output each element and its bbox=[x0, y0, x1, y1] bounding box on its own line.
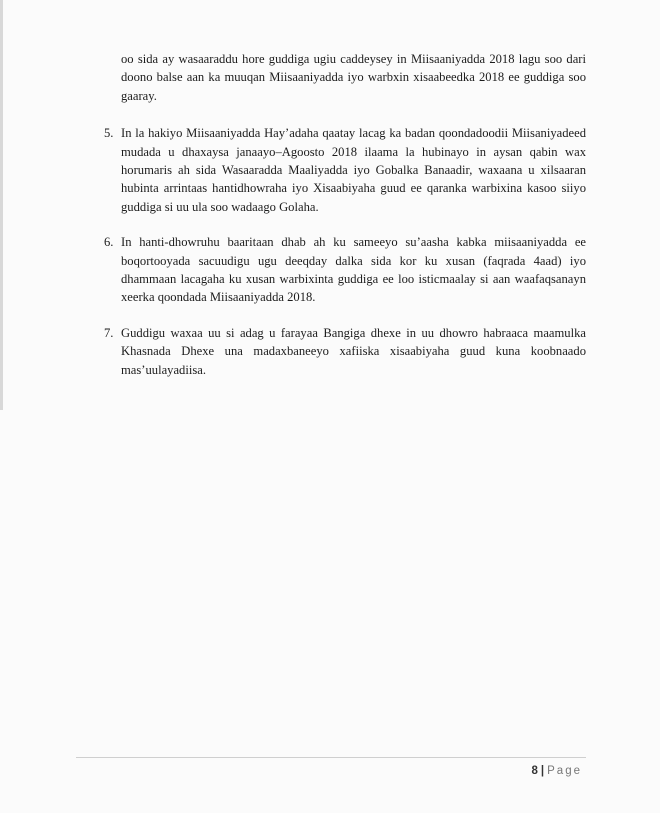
footer-divider bbox=[76, 757, 586, 758]
list-item-text: In la hakiyo Miisaaniyadda Hay’adaha qaatay lacag ka badan qoondadoodii Miisaniyadeed mudada u dhaxaysa janaayo–Agoosto 2018 ilaama la hubinayo in aysan qabin wax horumaris ah sida Wasaaradda Maaliyadda iyo Gobalka Banaadir, waxaana u xilsaaran hubinta arrintaas hantidhowraha iyo Xisaabiyaha guud ee qaranka warbixina kasoo siiyo guddiga si uu ula soo wadaago Golaha. bbox=[121, 126, 586, 214]
document-body bbox=[104, 50, 586, 396]
list-item-5 bbox=[104, 124, 586, 216]
page-left-edge bbox=[0, 0, 3, 410]
list-item-number: 5. bbox=[104, 126, 114, 141]
page-footer bbox=[532, 765, 582, 777]
list-item-number: 6. bbox=[104, 235, 114, 250]
list-item-text: Guddigu waxaa uu si adag u farayaa Bangiga dhexe in uu dhowro habraaca maamulka Khasnada Dhexe una madaxbaneeyo xafiiska xisaabiyaha guud kuna koobnaado mas’uulayadiisa. bbox=[121, 325, 586, 377]
list-item-7 bbox=[104, 324, 586, 379]
list-item-6 bbox=[104, 233, 586, 307]
footer-separator: | bbox=[540, 765, 545, 777]
page-label: Page bbox=[547, 765, 582, 777]
list-item-text: In hanti-dhowruhu baaritaan dhab ah ku sameeyo su’aasha kabka miisaaniyadda ee boqortooyada sacuudigu ugu deeqday dalka sida kor ku xusan (faqrada 4aad) iyo dhammaan lacagaha ku xusan warbixinta guddiga ee loo isticmaalay si aan waafaqsanayn xeerka qoondada Miisaaniyadda 2018. bbox=[121, 235, 586, 305]
page-number: 8 bbox=[531, 765, 538, 777]
list-item-number: 7. bbox=[104, 325, 114, 340]
lead-paragraph: oo sida ay wasaaraddu hore guddiga ugiu caddeysey in Miisaaniyadda 2018 lagu soo dari doono balse aan ka muuqan Miisaaniyadda iyo warbxin xisaabeedka 2018 ee guddiga soo gaaray. bbox=[121, 52, 586, 103]
